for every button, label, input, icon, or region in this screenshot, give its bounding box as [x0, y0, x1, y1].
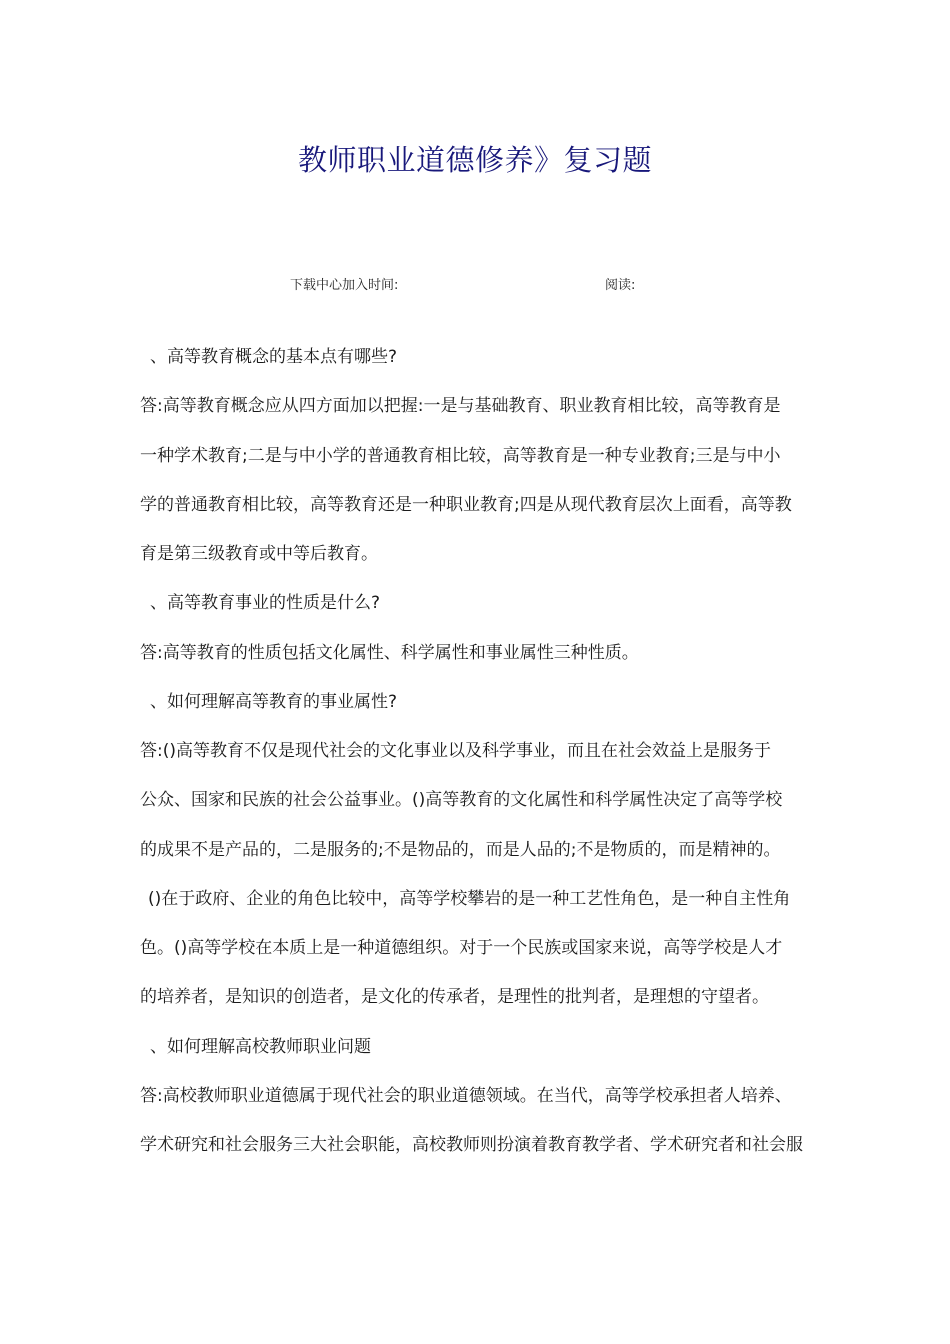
answer-3-line-4: ()在于政府、企业的角色比较中，高等学校攀岩的是一种工艺性角色，是一种自主性角 — [148, 888, 791, 909]
answer-1-line-3: 学的普通教育相比较，高等教育还是一种职业教育;四是从现代教育层次上面看，高等教 — [140, 494, 792, 515]
answer-3-line-5: 色。()高等学校在本质上是一种道德组织。对于一个民族或国家来说，高等学校是人才 — [140, 938, 783, 958]
answer-1-line-2: 一种学术教育;二是与中小学的普通教育相比较，高等教育是一种专业教育;三是与中小 — [140, 445, 781, 466]
question-4: 、如何理解高校教师职业问题 — [150, 1036, 371, 1057]
document-title: 教师职业道德修养》复习题 — [297, 143, 652, 177]
answer-4-line-2: 学术研究和社会服务三大社会职能，高校教师则扮演着教育教学者、学术研究者和社会服 — [140, 1135, 803, 1155]
read-count-label: 阅读: — [605, 278, 636, 293]
answer-3-line-6: 的培养者，是知识的创造者，是文化的传承者，是理性的批判者，是理想的守望者。 — [140, 987, 769, 1008]
answer-1-line-4: 育是第三级教育或中等后教育。 — [140, 544, 378, 564]
answer-3-line-2: 公众、国家和民族的社会公益事业。()高等教育的文化属性和科学属性决定了高等学校 — [140, 790, 783, 811]
question-1: 、高等教育概念的基本点有哪些? — [150, 347, 398, 367]
answer-1-line-1: 答:高等教育概念应从四方面加以把握:一是与基础教育、职业教育相比较，高等教育是 — [140, 396, 781, 417]
answer-2-line-1: 答:高等教育的性质包括文化属性、科学属性和事业属性三种性质。 — [140, 642, 639, 663]
download-center-time-label: 下载中心加入时间: — [290, 278, 399, 293]
answer-4-line-1: 答:高校教师职业道德属于现代社会的职业道德领域。在当代，高等学校承担者人培养、 — [140, 1085, 792, 1106]
question-2: 、高等教育事业的性质是什么? — [150, 593, 381, 614]
answer-3-line-3: 的成果不是产品的，二是服务的;不是物品的，而是人品的;不是物质的，而是精神的。 — [140, 839, 781, 860]
question-3: 、如何理解高等教育的事业属性? — [150, 691, 398, 712]
answer-3-line-1: 答:()高等教育不仅是现代社会的文化事业以及科学事业，而且在社会效益上是服务于 — [140, 741, 771, 761]
document-body — [140, 333, 820, 1170]
